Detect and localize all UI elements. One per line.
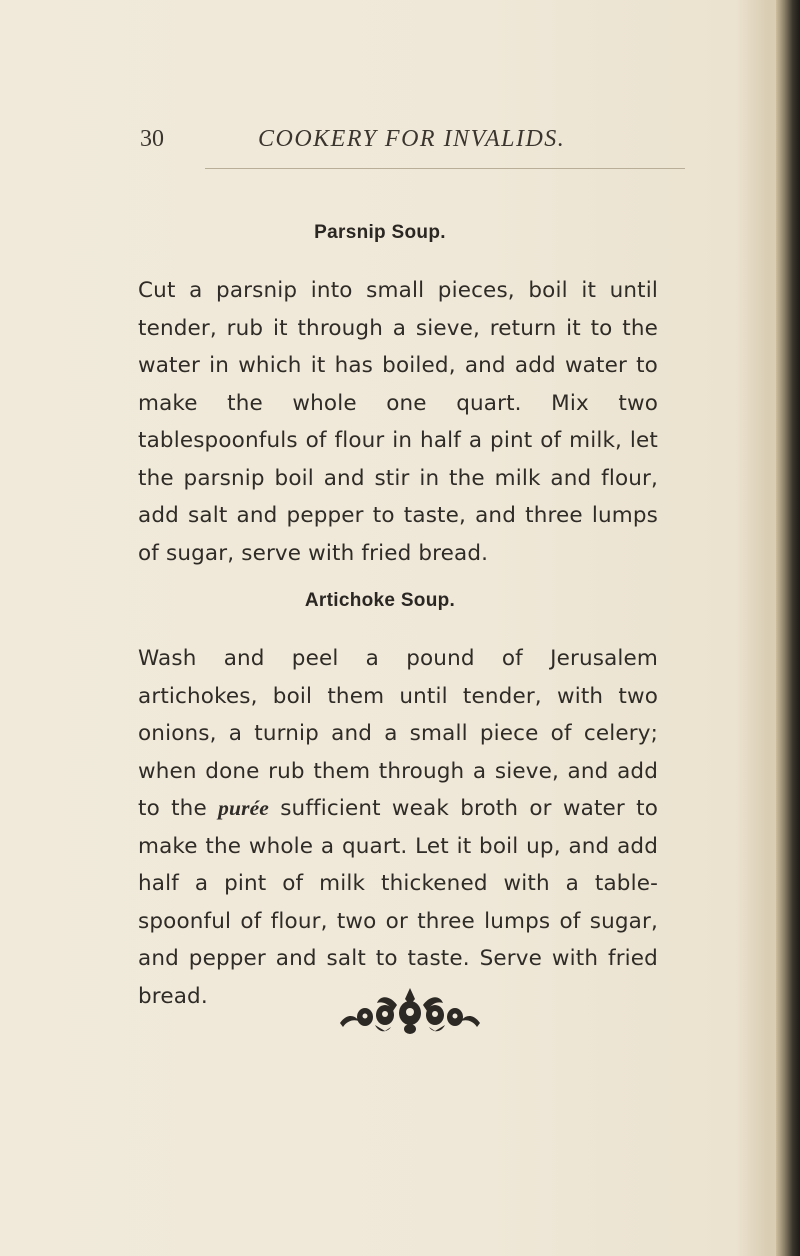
running-title: COOKERY FOR INVALIDS. <box>258 126 566 152</box>
recipe-text-italic-puree: purée <box>218 796 269 820</box>
recipe-title-parsnip-soup: Parsnip Soup. <box>314 222 446 243</box>
recipe-text-part-1: Wash and peel a pound of Jerusalem artichokes, boil them until tender, with two onions, a turnip and a small piece of celery; when done rub them through a sieve, and add to the <box>138 646 658 821</box>
floral-ornament-icon <box>335 985 485 1035</box>
page-header <box>140 126 660 166</box>
page-binding-edge <box>776 0 800 1256</box>
recipe-text-part-2: sufficient weak broth or water to make the whole a quart. Let it boil up, and add half a pint of milk thickened with a table-spoonful of flour, two or three lumps of sugar, and pepper and salt to taste. Serve with fried bread. <box>138 796 658 1009</box>
recipe-title-artichoke-soup: Artichoke Soup. <box>304 590 456 611</box>
header-rule <box>205 168 685 169</box>
recipe-text-parsnip-soup: Cut a parsnip into small pieces, boil it until tender, rub it through a sieve, return it to the water in which it has boiled, and add water to make the whole one quart. Mix two tablespoonfuls of flour in half a pint of milk, let the parsnip boil and stir in the milk and flour, add salt and pepper to taste, and three lumps of sugar, serve with fried bread. <box>138 278 658 566</box>
recipe-text-artichoke-soup <box>138 640 658 1015</box>
page-number: 30 <box>140 126 164 152</box>
